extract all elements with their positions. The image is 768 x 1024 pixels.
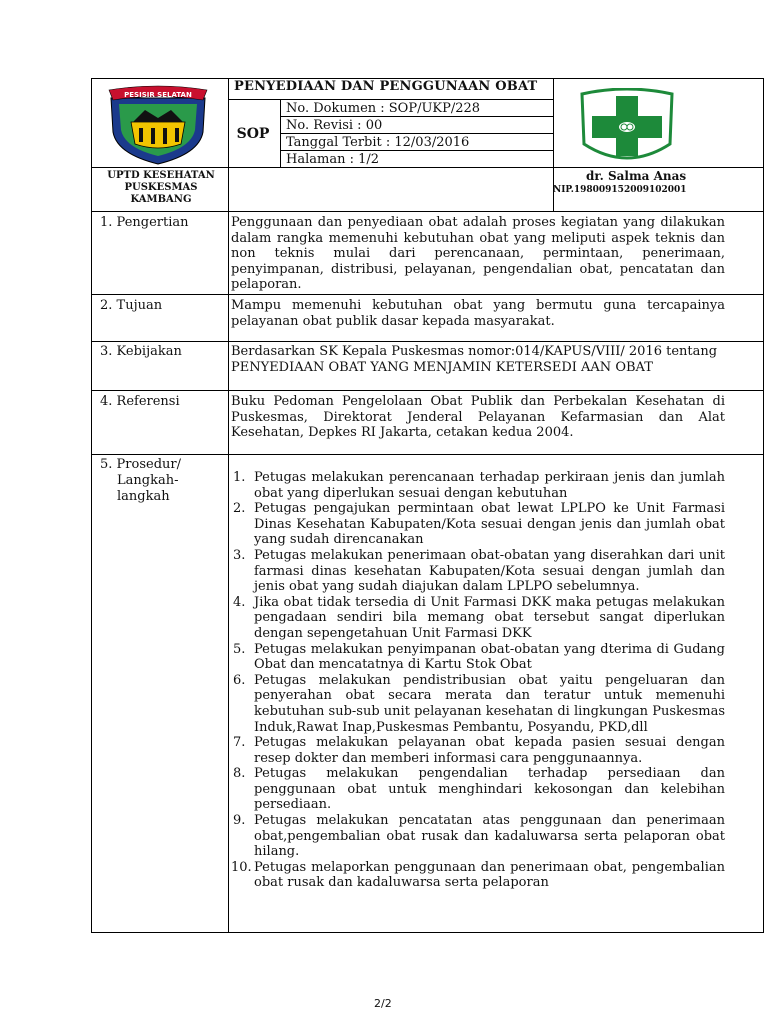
step-text: Petugas melaporkan penggunaan dan penerimaan obat, pengembalian obat rusak dan kadaluwarsa serta pelaporan <box>254 859 725 891</box>
document-number: No. Dokumen : SOP/UKP/228 <box>286 101 481 116</box>
step-text: Petugas melakukan pelayanan obat kepada pasien sesuai dengan resep dokter dan memberi informasi cara penggunaannya. <box>254 735 725 766</box>
list-item <box>231 673 725 735</box>
document-title: PENYEDIAAN DAN PENGGUNAAN OBAT <box>234 79 538 94</box>
section-text-referensi: Buku Pedoman Pengelolaan Obat Publik dan Perbekalan Kesehatan di Puskesmas, Direktorat Jenderal Pelayanan Kefarmasian dan Alat Kesehatan, Depkes RI Jakarta, cetakan kedua 2004. <box>231 394 725 441</box>
list-item <box>231 595 725 642</box>
logo-text: PESISIR SELATAN <box>124 91 192 99</box>
step-text: Petugas melakukan perencanaan terhadap perkiraan jenis dan jumlah obat yang diperlukan sesuai dengan kebutuhan <box>254 470 725 501</box>
revision-number: No. Revisi : 00 <box>286 118 383 133</box>
section-label-prosedur <box>100 457 181 505</box>
step-text: Petugas melakukan pencatatan atas penggunaan dan penerimaan obat,pengembalian obat rusak dan kadaluwarsa serta pelaporan obat hilang. <box>254 813 725 860</box>
signer-name: dr. Salma Anas <box>586 169 687 183</box>
section-label-pengertian: 1. Pengertian <box>100 215 189 230</box>
org-line-3: KAMBANG <box>130 194 192 205</box>
prosedur-label-line-1: 5. Prosedur/ <box>100 457 181 472</box>
step-number: 5. <box>233 641 246 657</box>
section-label-kebijakan: 3. Kebijakan <box>100 344 182 359</box>
list-item <box>231 860 725 891</box>
step-number: 8. <box>233 766 246 782</box>
step-number: 2. <box>233 501 246 517</box>
issue-date: Tanggal Terbit : 12/03/2016 <box>286 135 470 150</box>
step-text: Petugas pengajukan permintaan obat lewat LPLPO ke Unit Farmasi Dinas Kesehatan Kabupaten/Kota sesuai dengan jenis dan jumlah obat yang sudah direncanakan <box>254 501 725 548</box>
page-indicator: 2/2 <box>374 997 392 1010</box>
section-text-pengertian: Penggunaan dan penyediaan obat adalah proses kegiatan yang dilakukan dalam rangka memenuhi kebutuhan obat yang meliputi aspek teknis dan non teknis mulai dari perencanaan, permintaan, penerimaan, penyimpanan, distribusi, pelayanan, pengendalian obat, pencatatan dan pelaporan. <box>231 215 725 293</box>
step-number: 7. <box>233 735 246 751</box>
step-text: Petugas melakukan pengendalian terhadap persediaan dan penggunaan obat untuk menghindari kekosongan dan kelebihan persediaan. <box>254 766 725 813</box>
section-text-kebijakan: Berdasarkan SK Kepala Puskesmas nomor:014/KAPUS/VIII/ 2016 tentang PENYEDIAAN OBAT YANG MENJAMIN KETERSEDI AAN OBAT <box>231 344 718 375</box>
step-text: Petugas melakukan pendistribusian obat yaitu pengeluaran dan penyerahan obat secara merata dan teratur untuk memenuhi kebutuhan sub-sub unit pelayanan kesehatan di lingkungan Puskesmas Induk,Rawat Inap,Puskesmas Pembantu, Posyandu, PKD,dll <box>254 672 725 735</box>
puskesmas-logo <box>103 84 213 166</box>
page-number: Halaman : 1/2 <box>286 152 380 167</box>
step-number: 9. <box>233 813 246 829</box>
step-number: 6. <box>233 672 246 688</box>
list-item <box>231 735 725 766</box>
list-item <box>231 642 725 673</box>
list-item <box>231 813 725 860</box>
list-item <box>231 766 725 813</box>
health-cross-logo <box>578 88 676 166</box>
step-number: 1. <box>233 470 246 485</box>
org-line-1: UPTD KESEHATAN <box>107 170 215 181</box>
list-item <box>231 548 725 595</box>
organization-name <box>92 170 230 206</box>
list-item <box>231 501 725 548</box>
org-line-2: PUSKESMAS <box>124 182 198 193</box>
section-label-referensi: 4. Referensi <box>100 394 180 409</box>
step-number: 3. <box>233 547 246 563</box>
step-text: Petugas melakukan penyimpanan obat-obatan yang dterima di Gudang Obat dan mencatatnya di Kartu Stok Obat <box>254 641 725 673</box>
signer-nip: NIP.198009152009102001 <box>553 185 687 195</box>
step-text: Petugas melakukan penerimaan obat-obatan yang diserahkan dari unit farmasi dinas kesehatan Kabupaten/Kota sesuai dengan jumlah dan jenis obat yang sudah diajukan dalam LPLPO sebelumnya. <box>254 547 725 595</box>
prosedur-label-line-2: Langkah- <box>117 473 179 488</box>
step-number: 10. <box>231 859 252 875</box>
section-label-tujuan: 2. Tujuan <box>100 298 163 313</box>
list-item <box>231 470 725 501</box>
step-number: 4. <box>233 594 246 610</box>
prosedur-label-line-3: langkah <box>117 489 170 504</box>
sop-label: SOP <box>236 126 270 142</box>
step-text: Jika obat tidak tersedia di Unit Farmasi DKK maka petugas melakukan pengadaan sendiri bila memang obat tersebut sangat diperlukan dengan sepengetahuan Unit Farmasi DKK <box>254 594 725 641</box>
procedure-steps <box>231 470 725 932</box>
section-text-tujuan: Mampu memenuhi kebutuhan obat yang bermutu guna tercapainya pelayanan obat publik dasar kepada masyarakat. <box>231 298 725 329</box>
